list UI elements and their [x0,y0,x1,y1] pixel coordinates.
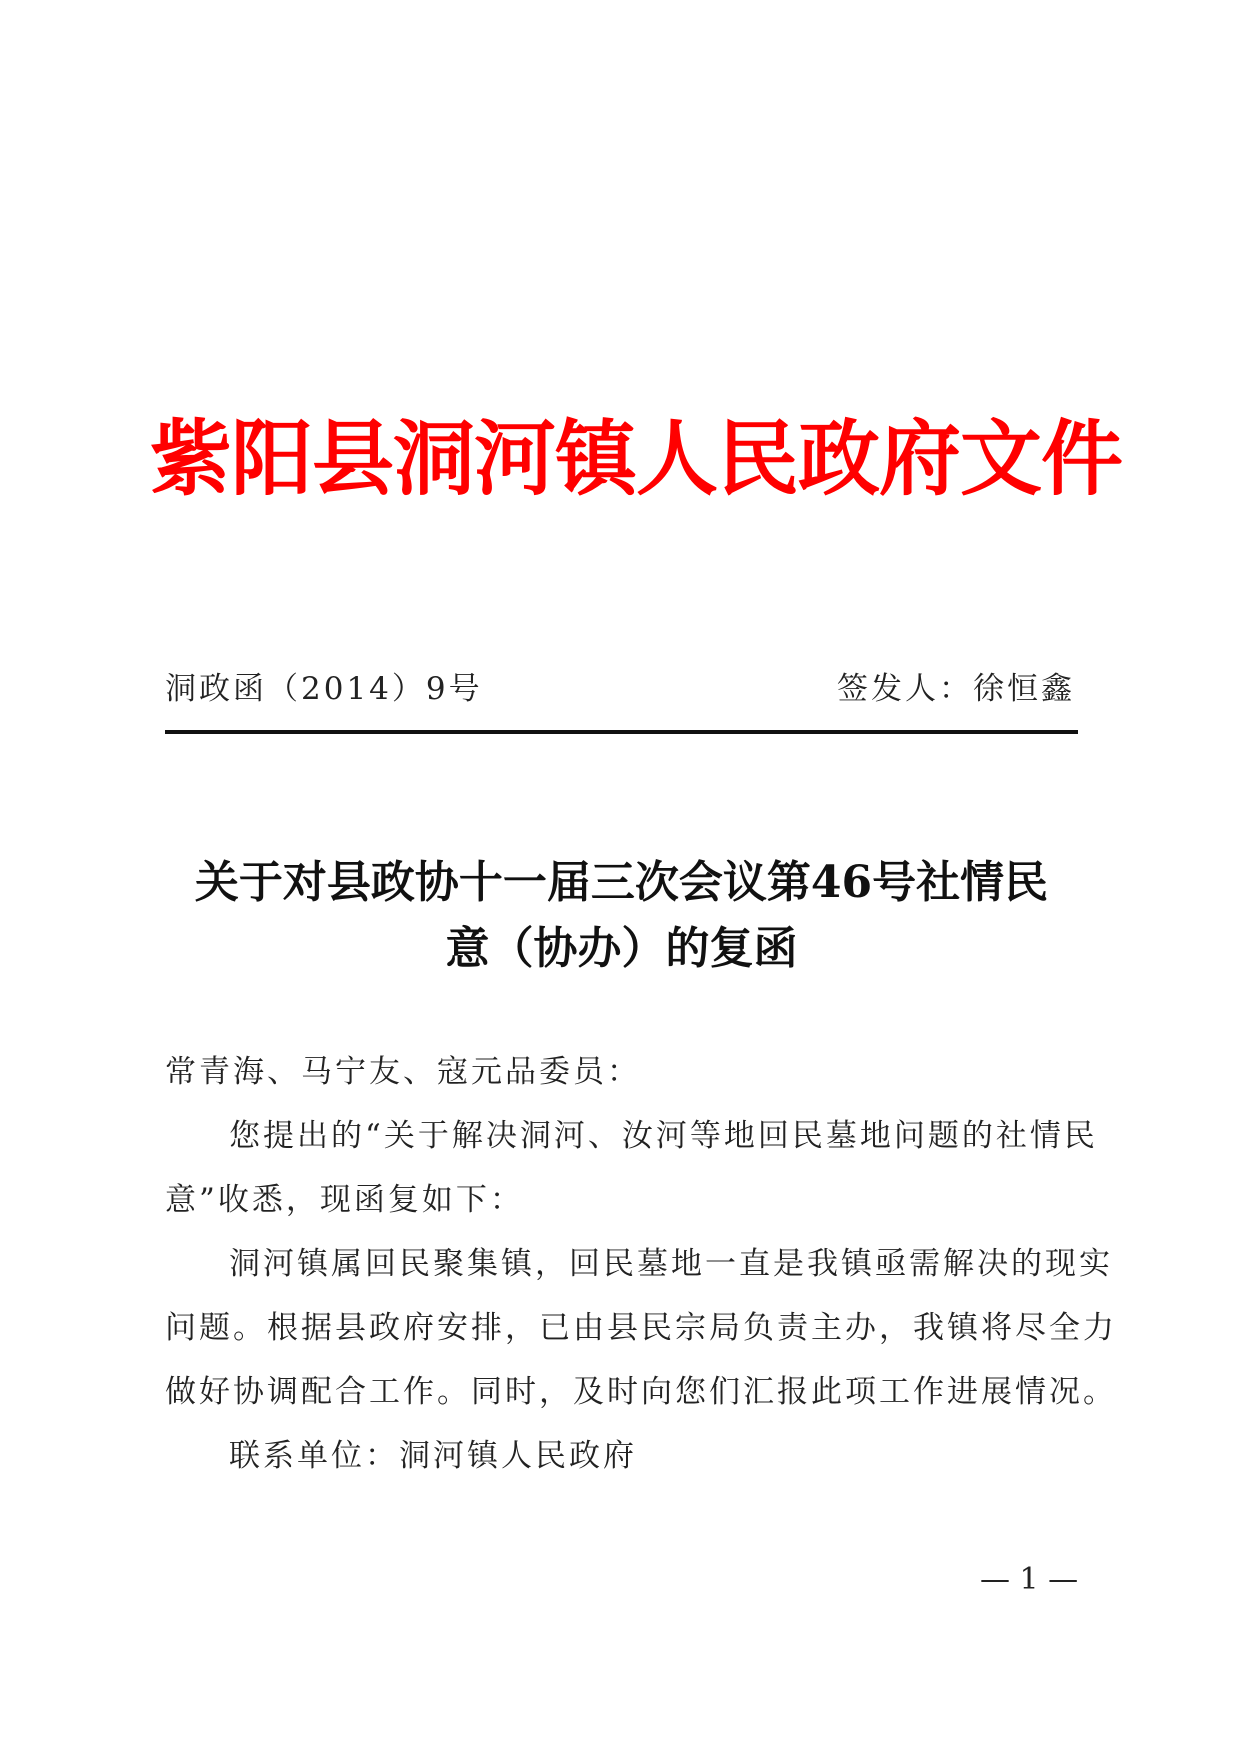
paragraph-1-line-2: 意”收悉，现函复如下： [165,1182,524,1218]
document-meta-row [165,664,1075,714]
document-number: 洞政函（2014）9号 [165,671,483,707]
paragraph-2-line-3: 做好协调配合工作。同时，及时向您们汇报此项工作进展情况。 [165,1374,1117,1410]
issuer-signature: 签发人：徐恒鑫 [837,671,1075,707]
paragraph-2-line-2: 问题。根据县政府安排，已由县民宗局负责主办，我镇将尽全力 [165,1310,1117,1346]
header-divider [165,730,1078,734]
contact-unit: 联系单位：洞河镇人民政府 [229,1438,637,1474]
document-title [165,850,1078,982]
paragraph-2-line-1: 洞河镇属回民聚集镇，回民墓地一直是我镇亟需解决的现实 [229,1246,1113,1282]
document-title-line-1: 关于对县政协十一届三次会议第46号社情民 [194,857,1049,908]
paragraph-1-line-1: 您提出的“关于解决洞河、汝河等地回民墓地问题的社情民 [229,1118,1098,1154]
page-number: — 1 — [980,1562,1079,1597]
document-body [165,1040,1117,1488]
document-title-line-2: 意（协办）的复函 [445,923,798,974]
salutation: 常青海、马宁友、寇元品委员： [165,1054,641,1090]
masthead-title: 紫阳县洞河镇人民政府文件 [150,412,1123,507]
